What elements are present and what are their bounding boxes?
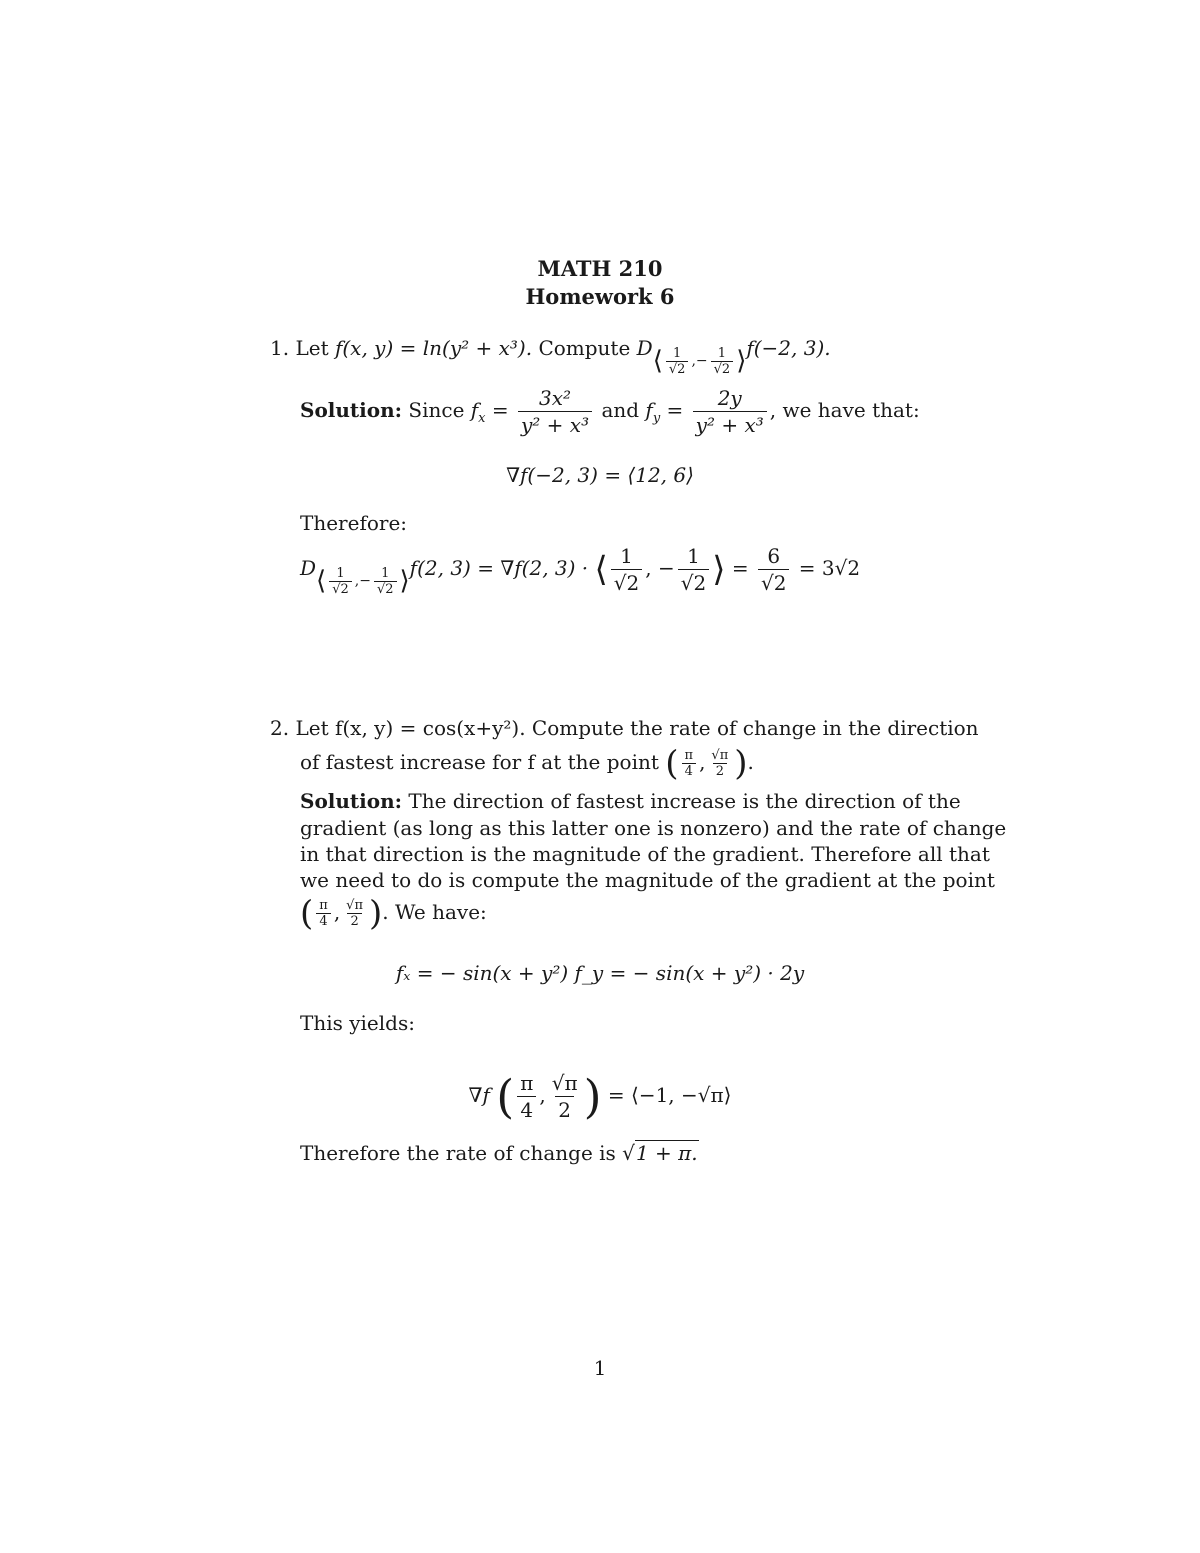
problem-2-solution-line-2: gradient (as long as this latter one is nonzero) and the rate of change (300, 816, 1007, 840)
page-number: 1 (593, 1356, 607, 1380)
problem-2-statement-line-2: of fastest increase for f at the point ( $\frac{\pi}{4}$ , $\frac{√\pi}{2}$ ). (300, 743, 754, 784)
problem-1-function: f(x, y) = ln(y² + x³). (334, 336, 533, 360)
problem-2-number: 2. (270, 716, 290, 740)
problem-2-solution-line-1: Solution: The direction of fastest increase is the direction of the (300, 789, 961, 813)
directional-derivative-result: D ⟨ $\frac{1}{√2}$ ,− $\frac{1}{√2}$ ⟩ f(2, 3) = ∇f(2, 3) · ⟨ $\frac{1}{√2}$ , − $\frac{1}{√2}$ ⟩ = $\frac{6}{√2}$ = 3√2 (300, 544, 861, 597)
therefore-label: Therefore: (300, 511, 408, 535)
conclusion: Therefore the rate of change is √1 + π. (300, 1141, 698, 1165)
problem-2-statement-line-1: 2. Let f(x, y) = cos(x+y²). Compute the rate of change in the direction (270, 716, 979, 740)
problem-1-statement: 1. Let f(x, y) = ln(y² + x³). Compute D ⟨ $\frac{1}{√2}$ ,− $\frac{1}{√2}$ ⟩ f(−2, 3). (270, 336, 831, 377)
fy-fraction: $\frac{2y}{\text{y² + x³}}$ (693, 385, 767, 438)
problem-1-number: 1. (270, 336, 290, 360)
problem-1-solution-line: Solution: Since $f_x$ = $\frac{\text{3x²}}{\text{y² + x³}}$ and $f_y$ = $\frac{2y}{\text{y² + x³}}$ , we have that: (300, 386, 920, 437)
gradient-at-point: ∇f ( $\frac{\pi}{4}$ , $\frac{√\pi}{2}$ ) = ⟨−1, −√π⟩ (468, 1069, 732, 1124)
this-yields-label: This yields: (300, 1011, 415, 1035)
assignment-title: Homework 6 (525, 284, 675, 309)
direction-vector-subscript: ⟨ $\frac{1}{√2}$ ,− $\frac{1}{√2}$ ⟩ (652, 345, 747, 377)
partial-derivatives: fₓ = − sin(x + y²) f_y = − sin(x + y²) · 2y (395, 961, 805, 985)
problem-2-point-line: ( $\frac{\pi}{4}$ , $\frac{√\pi}{2}$ ). We have: (300, 893, 487, 934)
solution-label: Solution: (300, 398, 403, 422)
fx-fraction: $\frac{\text{3x²}}{\text{y² + x³}}$ (518, 385, 592, 438)
problem-1-target: f(−2, 3). (746, 336, 831, 360)
problem-2-solution-line-3: in that direction is the magnitude of the gradient. Therefore all that (300, 842, 990, 866)
problem-2-solution-line-4: we need to do is compute the magnitude of the gradient at the point (300, 868, 995, 892)
course-title: MATH 210 (537, 256, 663, 281)
gradient-equation: ∇f(−2, 3) = ⟨12, 6⟩ (506, 463, 694, 487)
